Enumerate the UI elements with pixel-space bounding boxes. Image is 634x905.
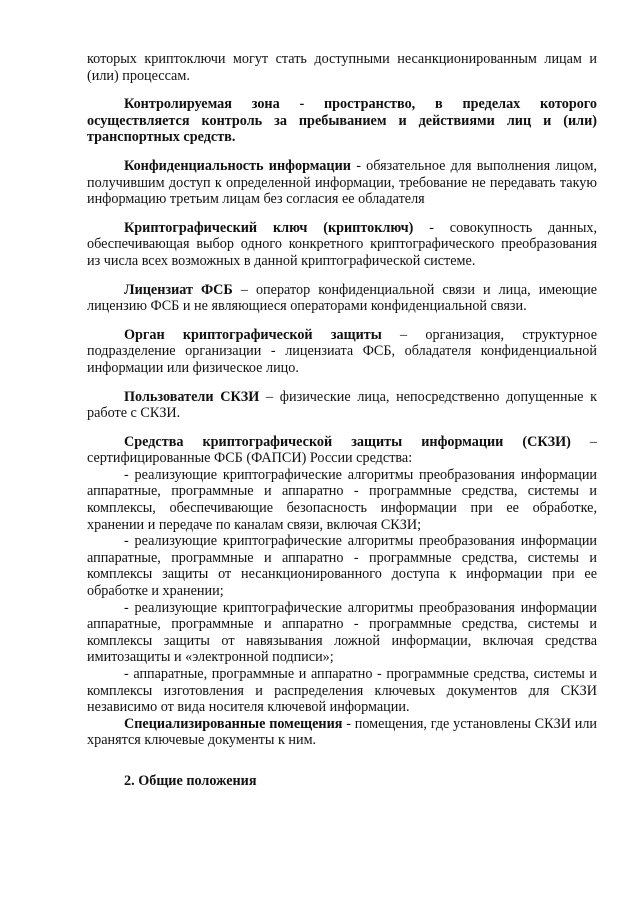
skzi-term: Средства криптографической защиты информации (СКЗИ): [124, 433, 571, 450]
premises-definition: - помещения, где установлены СКЗИ или хранятся ключевые документы к ним.: [87, 715, 597, 749]
skzi-paragraph: [87, 434, 597, 467]
users-definition: – физические лица, непосредственно допущенные к работе с СКЗИ.: [87, 388, 598, 422]
users-paragraph: [87, 389, 597, 422]
section-heading: 2. Общие положения: [124, 772, 257, 789]
confidentiality-definition: - обязательное для выполнения лицом, получившим доступ к определенной информации, требование не передавать такую информацию третьим лицам без согласия ее обладателя: [87, 157, 597, 208]
skzi-list-item: - аппаратные, программные и аппаратно - программные средства, системы и комплексы изготовления и распределения ключевых документов для СКЗИ независимо от вида носителя ключевой информации.: [87, 666, 597, 716]
confidentiality-paragraph: [87, 158, 597, 208]
skzi-list-item: - реализующие криптографические алгоритмы преобразования информации аппаратные, программные и аппаратно - программные средства, системы и комплексы защиты от несанкционированного доступа к информации при ее обработке и хранении;: [87, 533, 597, 600]
skzi-definition: – сертифицированные ФСБ (ФАПСИ) России средства:: [87, 433, 598, 467]
premises-paragraph: [87, 716, 597, 749]
premises-term: Специализированные помещения: [124, 715, 343, 732]
crypto-key-term: Криптографический ключ (криптоключ): [124, 219, 414, 236]
licensee-definition: – оператор конфиденциальной связи и лица, имеющие лицензию ФСБ и не являющиеся операторами конфиденциальной связи.: [87, 281, 597, 315]
crypto-key-definition: - совокупность данных, обеспечивающая выбор одного конкретного криптографического преобразования из числа всех возможных в данной криптографической системе.: [87, 219, 597, 269]
users-term: Пользователи СКЗИ: [124, 388, 260, 405]
controlled-zone-definition: Контролируемая зона - пространство, в пределах которого осуществляется контроль за пребыванием и действиями лиц и (или) транспортных средств.: [87, 96, 597, 146]
confidentiality-term: Конфиденциальность информации: [124, 157, 351, 174]
crypto-key-paragraph: [87, 220, 597, 270]
licensee-term: Лицензиат ФСБ: [124, 281, 233, 298]
skzi-list-item: - реализующие криптографические алгоритмы преобразования информации аппаратные, программные и аппаратно - программные средства, системы и комплексы, обеспечивающие безопасность информации при ее обработке, хранении и передаче по каналам связи, включая СКЗИ;: [87, 466, 597, 533]
crypto-body-term: Орган криптографической защиты: [124, 326, 382, 343]
crypto-body-paragraph: [87, 327, 597, 377]
crypto-body-definition: – организация, структурное подразделение организации - лицензиата ФСБ, обладателя конфиденциальной информации или физическое лицо.: [87, 326, 597, 376]
licensee-paragraph: [87, 282, 597, 315]
controlled-zone-paragraph: [87, 96, 597, 146]
skzi-list-item: - реализующие криптографические алгоритмы преобразования информации аппаратные, программные и аппаратно - программные средства, системы и комплексы защиты от навязывания ложной информации, включая средства имитозащиты и «электронной подписи»;: [87, 599, 597, 666]
document-body: [87, 51, 597, 790]
continuation-paragraph: которых криптоключи могут стать доступными несанкционированным лицам и (или) процессам.: [87, 51, 597, 84]
